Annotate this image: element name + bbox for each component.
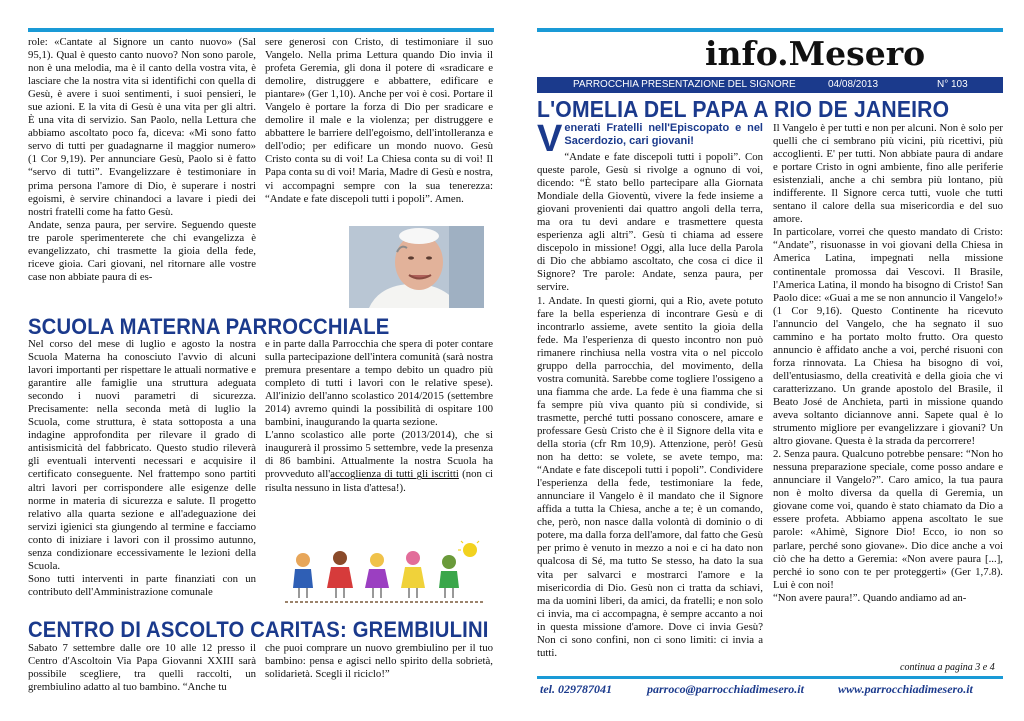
caritas-col1 bbox=[28, 642, 256, 694]
masthead: info.Mesero bbox=[705, 34, 926, 73]
accoglienza-link: accoglienza di tutti gli iscritti bbox=[330, 468, 459, 481]
continua-note: continua a pagina 3 e 4 bbox=[900, 662, 995, 673]
lead-text: enerati Fratelli nell'Episcopato e nel Sacerdozio, cari giovani! bbox=[564, 122, 763, 147]
pope-photo bbox=[349, 226, 484, 308]
info-bar-date: 04/08/2013 bbox=[828, 79, 879, 90]
scuola-col1 bbox=[28, 338, 256, 599]
footer-web[interactable]: www.parrocchiadimesero.it bbox=[838, 682, 973, 696]
left-top-bar bbox=[28, 28, 494, 32]
pope-photo-icon bbox=[349, 226, 484, 308]
omelia-col2-p2: In particolare, vorrei che questo mandato di Cristo: “Andate”, risuonasse in voi giovani della Chiesa in America Latina, impegnati nella missione continentale promossa dai Vescovi. Il Brasile, l'America Latina, il mondo ha bisogno di Cristo! San Paolo dice: «Guai a me se non annuncio il Vangelo!» (1 Cor 9,16). Questo Continente ha ricevuto l'annuncio del Vangelo, che ha segnato il suo cammino e ha portato molto frutto. Ora questo annuncio è affidato anche a voi, perché risuoni con forza rinnovata. La Chiesa ha bisogno di voi, dell'entusiasmo, della creatività e della gioia che vi caratterizzano. Un grande apostolo del Brasile, il Beato José de Anchieta, partì in missione quando aveva soltanto diciannove anni. Sapete qual è lo strumento migliore per evangelizzare i giovani? Un altro giovane. Questa è la strada da percorrere! bbox=[773, 226, 1003, 448]
omelia-col2-p4: “Non avere paura!”. Quando andiamo ad an- bbox=[773, 591, 967, 604]
intro-col1-p1: role: «Cantate al Signore un canto nuovo» (Sal 95,1). Qual è questo canto nuovo? Non sono parole, non è una melodia, ma è il canto della vostra vita, è lasciare che la nostra vita si identifichi con quella di Gesù, è avere i suoi sentimenti, i suoi pensieri, le sue azioni. E la vita di Gesù è una vita per gli altri. È una vita di servizio. San Paolo, nella Lettura che abbiamo ascoltato poco fa, diceva: «Mi sono fatto servo di tutti per guadagnarne il maggior numero» (1 Cor 9,19). Per annunciare Gesù, Paolo si è fatto “servo di tutti”. Evangelizzare è testimoniare in prima persona l'amore di Dio, è superare i nostri egoismi, è servire chinandoci a lavare i piedi dei nostri fratelli come ha fatto Gesù. bbox=[28, 36, 256, 218]
omelia-lead bbox=[537, 118, 763, 160]
scuola-col2-tail: (non ci risulta nessuno in lista d'attesa!). bbox=[265, 468, 493, 494]
omelia-col1 bbox=[537, 118, 763, 660]
omelia-col2 bbox=[773, 122, 1003, 605]
caritas-col2-p1: che puoi comprare un nuovo grembiulino per il tuo bambino: pensa e agisci nello spirito della sobrietà, solidarietà. Scegli il riciclo!” bbox=[265, 642, 493, 681]
intro-col2 bbox=[265, 36, 493, 206]
intro-col2-p1: sere generosi con Cristo, di testimoniare il suo Vangelo. Nella prima Lettura quando Dio invia il profeta Geremia, gli dona il potere di «sradicare e demolire, distruggere e abbattere, edificare e piantare» (Ger 1,10). Anche per voi è così. Portare il Vangelo è portare la forza di Dio per sradicare e demolire il male e la violenza; per distruggere e abbattere le barriere dell'egoismo, dell'intolleranza e dell'odio; per edificare un mondo nuovo. Gesù Cristo conta su di voi! La Chiesa conta su di voi! Il Papa conta su di voi! Maria, Madre di Gesù e nostra, vi accompagni sempre con la sua tenerezza: “Andate e fate discepoli tutti i popoli”. Amen. bbox=[265, 36, 493, 205]
scuola-col1-p2: Sono tutti interventi in parte finanziati con un contributo dell'Amministrazione comunale bbox=[28, 572, 256, 598]
scuola-col2 bbox=[265, 338, 493, 495]
children-drawing bbox=[285, 540, 485, 612]
scuola-col2-p1: e in parte dalla Parrocchia che spera di poter contare sulla partecipazione dell'intera comunità (sarà nostra premura presentare a tempo debito un quadro più completo di tutti i lavori con le relative spese). All'inizio dell'anno scolastico 2014/2015 (settembre 2014) avremo quindi la possibilità di ospitare 100 bambini, inaugurando la quarta sezione. bbox=[265, 338, 493, 429]
omelia-col2-p3: 2. Senza paura. Qualcuno potrebbe pensare: “Non ho nessuna preparazione speciale, come posso andare e annunciare il Vangelo?”. Caro amico, la tua paura non è molto diversa da quella di Geremia, un giovane come voi, quando è stato chiamato da Dio a essere profeta. Abbiamo appena ascoltato le sue parole: «Ahimè, Signore Dio! Ecco, io non so parlare, perché sono giovane». Dio dice anche a voi ciò che ha detto a Geremia: «Non avere paura [...], perché io sono con te per proteggerti» (Ger 1,7.8). Lui è con noi! bbox=[773, 448, 1003, 591]
scuola-col2-p2 bbox=[265, 429, 493, 494]
footer-email[interactable]: parroco@parrocchiadimesero.it bbox=[647, 682, 804, 696]
caritas-col2 bbox=[265, 642, 493, 681]
info-bar-number: N° 103 bbox=[937, 79, 968, 90]
scuola-title: SCUOLA MATERNA PARROCCHIALE bbox=[28, 314, 390, 339]
drop-cap: V bbox=[537, 118, 563, 160]
info-bar bbox=[537, 77, 1003, 93]
info-bar-parish: PARROCCHIA PRESENTAZIONE DEL SIGNORE bbox=[573, 79, 796, 90]
caritas-col1-p1: Sabato 7 settembre dalle ore 10 alle 12 presso il Centro d'Ascoltoin Via Papa Giovanni XXIII sarà possibile scegliere, tra quelli raccolti, un grembiulino adatto al tuo bambino. “Anche tu bbox=[28, 642, 256, 694]
omelia-col1-p1: “Andate e fate discepoli tutti i popoli”. Con queste parole, Gesù si rivolge a ognuno di voi, dicendo: “È stato bello partecipare alla Giornata Mondiale della Gioventù, vivere la fede insieme a giovani provenienti dai quattro angoli della terra, ma ora tu devi andare e trasmettere questa esperienza agli altri”. Gesù ti chiama ad essere discepolo in missione! Oggi, alla luce della Parola di Dio che abbiamo ascoltato, che cosa ci dice il Signore? Tre parole: Andate, senza paura, per servire. bbox=[537, 151, 763, 294]
right-top-bar bbox=[537, 28, 1003, 32]
scuola-col1-p1: Nel corso del mese di luglio e agosto la nostra Scuola Materna ha conosciuto l'avvio di alcuni lavori importanti per rispettare le attuali normative e garantire alle famiglie una struttura adeguata secondo i nuovi parametri di sicurezza. Precisamente: nella seconda metà di luglio la Scuola, come struttura, è stata sottoposta a una indagine approfondita per rilevare il grado di antisismicità del fabbricato. Questo studio rileverà gli eventuali interventi necessari e acquisire il certificato conseguente. Nel frattempo sono partiti altri lavori per corrispondere alle esigenze delle norme in materia di sicurezza e salute. Il progetto relativo alla quarta sezione e all'adeguazione dei servizi igienici sta giungendo al termine e facciamo conto di iniziare i lavori con il prossimo autunno, senza condizionare eccessivamente le lezioni della Scuola. bbox=[28, 338, 256, 572]
caritas-title: CENTRO DI ASCOLTO CARITAS: GREMBIULINI bbox=[28, 617, 489, 642]
children-drawing-icon bbox=[285, 540, 485, 612]
omelia-col1-p2: 1. Andate. In questi giorni, qui a Rio, avete potuto fare la bella esperienza di incontrare Gesù e di incontrarlo assieme, avete sentito la gioia della fede. Ma l'esperienza di questo incontro non può rimanere rinchiusa nella vostra vita o nel piccolo gruppo della parrocchia, del movimento, della vostra comunità. Sarebbe come togliere l'ossigeno a una fiamma che arde. La fede è una fiamma che si fa sempre più viva quanto più si condivide, si trasmette, perché tutti possano conoscere, amare e professare Gesù Cristo che è il Signore della vita e della storia (cfr Rm 10,9). Attenzione, però! Gesù non ha detto: se volete, se avete tempo, ma: “Andate e fate discepoli tutti i popoli”. Condividere l'esperienza della fede, testimoniare la fede, annunciare il Vangelo è il mandato che il Signore affida a tutta la Chiesa, anche a te; è un comando, che, però, non nasce dalla volontà di dominio o di potere, ma dalla forza dell'amore, dal fatto che Gesù per primo è venuto in mezzo a noi e ci ha dato non qualcosa di Sé, ma tutto Se stesso, ha dato la sua vita per salvarci e mostrarci l'amore e la misericordia di Dio. Gesù non ci tratta da schiavi, ma da uomini liberi, da amici, da fratelli; e non solo ci invia, ma ci accompagna, è sempre accanto a noi in questa missione d'amore. Dove ci invia Gesù? Non ci sono confini, non ci sono limiti: ci invia a tutti. bbox=[537, 294, 763, 659]
omelia-title: L'OMELIA DEL PAPA A RIO DE JANEIRO bbox=[537, 96, 950, 122]
intro-col1 bbox=[28, 36, 256, 284]
footer-bar bbox=[537, 676, 1003, 679]
scuola-col2-text: L'anno scolastico alle porte (2013/2014), che si inaugurerà il prossimo 5 settembre, vede la presenza di 86 bambini. Attualmente la nostra Scuola ha provveduto all' bbox=[265, 429, 493, 481]
intro-col1-p2: Andate, senza paura, per servire. Seguendo queste tre parole sperimenterete che chi evangelizza è evangelizzato, chi trasmette la gioia della fede, riceve gioia. Cari giovani, nel ritornare alle vostre case non abbiate paura di es- bbox=[28, 218, 256, 283]
omelia-col2-p1: Il Vangelo è per tutti e non per alcuni. Non è solo per quelli che ci sembrano più vicini, più ricettivi, più accoglienti. E' per tutti. Non abbiate paura di andare e portare Cristo in ogni ambiente, fino alle periferie esistenziali, anche a chi sembra più lontano, più indifferente. Il Signore cerca tutti, vuole che tutti sentano il calore della sua misericordia e del suo amore. bbox=[773, 122, 1003, 226]
footer-tel: tel. 029787041 bbox=[540, 682, 612, 696]
